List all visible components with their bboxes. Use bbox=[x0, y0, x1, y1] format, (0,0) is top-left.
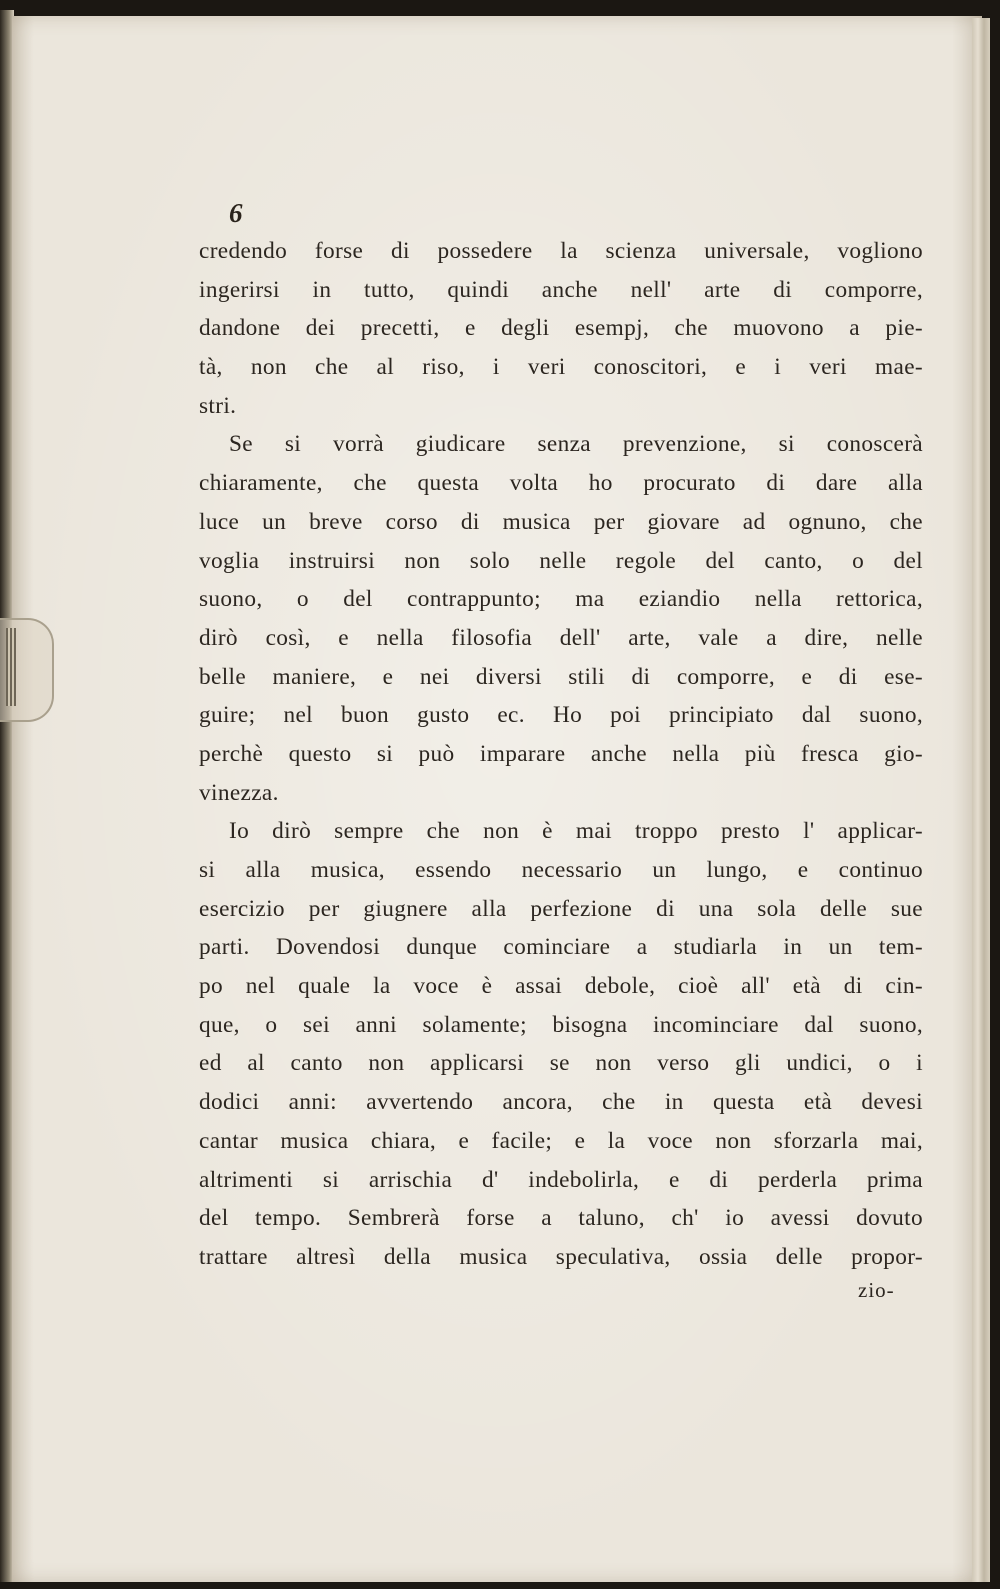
text-line-5: stri. bbox=[199, 392, 237, 419]
text-line-13: guire; nel buon gusto ec. Ho poi principiato dal suono, bbox=[199, 702, 923, 729]
text-line-17: si alla musica, essendo necessario un lungo, e continuo bbox=[199, 857, 923, 883]
text-line-20: po nel quale la voce è assai debole, cioè all' età di cin- bbox=[199, 973, 923, 1000]
text-line-22: ed al canto non applicarsi se non verso gli undici, o i bbox=[199, 1050, 923, 1077]
text-line-24: cantar musica chiara, e facile; e la voce non sforzarla mai, bbox=[199, 1127, 923, 1154]
text-line-14: perchè questo si può imparare anche nella più fresca gio- bbox=[199, 740, 923, 767]
text-line-25: altrimenti si arrischia d' indebolirla, e di perderla prima bbox=[199, 1166, 923, 1193]
text-line-12: belle maniere, e nei diversi stili di comporre, e di ese- bbox=[199, 663, 923, 690]
text-line-21: que, o sei anni solamente; bisogna incominciare dal suono, bbox=[199, 1011, 923, 1038]
text-line-3: dandone dei precetti, e degli esempj, che muovono a pie- bbox=[199, 315, 923, 342]
text-line-6: Se si vorrà giudicare senza prevenzione, si conoscerà bbox=[229, 431, 923, 458]
text-line-19: parti. Dovendosi dunque cominciare a studiarla in un tem- bbox=[199, 934, 923, 961]
text-line-27: trattare altresì della musica speculativa, ossia delle propor- bbox=[199, 1243, 923, 1270]
page-stack-edge bbox=[972, 18, 990, 1582]
text-line-23: dodici anni: avvertendo ancora, che in questa età devesi bbox=[199, 1089, 923, 1116]
clip-ridges bbox=[6, 628, 16, 706]
text-line-1: credendo forse di possedere la scienza universale, vogliono bbox=[199, 238, 923, 264]
body-text bbox=[199, 232, 923, 1277]
text-line-4: tà, non che al riso, i veri conoscitori, e i veri mae- bbox=[199, 354, 923, 381]
text-line-18: esercizio per giugnere alla perfezione di una sola delle sue bbox=[199, 895, 923, 922]
text-line-26: del tempo. Sembrerà forse a taluno, ch' io avessi dovuto bbox=[199, 1205, 923, 1232]
text-line-9: voglia instruirsi non solo nelle regole del canto, o del bbox=[199, 547, 923, 574]
catchword: zio- bbox=[858, 1278, 895, 1302]
text-line-2: ingerirsi in tutto, quindi anche nell' arte di comporre, bbox=[199, 276, 923, 303]
text-line-8: luce un breve corso di musica per giovare ad ognuno, che bbox=[199, 508, 923, 535]
page-number: 6 bbox=[229, 198, 243, 228]
text-line-11: dirò così, e nella filosofia dell' arte, vale a dire, nelle bbox=[199, 624, 923, 651]
text-line-10: suono, o del contrappunto; ma eziandio nella rettorica, bbox=[199, 586, 923, 613]
text-line-15: vinezza. bbox=[199, 779, 279, 806]
text-line-16: Io dirò sempre che non è mai troppo presto l' applicar- bbox=[229, 818, 923, 845]
text-line-7: chiaramente, che questa volta ho procurato di dare alla bbox=[199, 470, 923, 497]
